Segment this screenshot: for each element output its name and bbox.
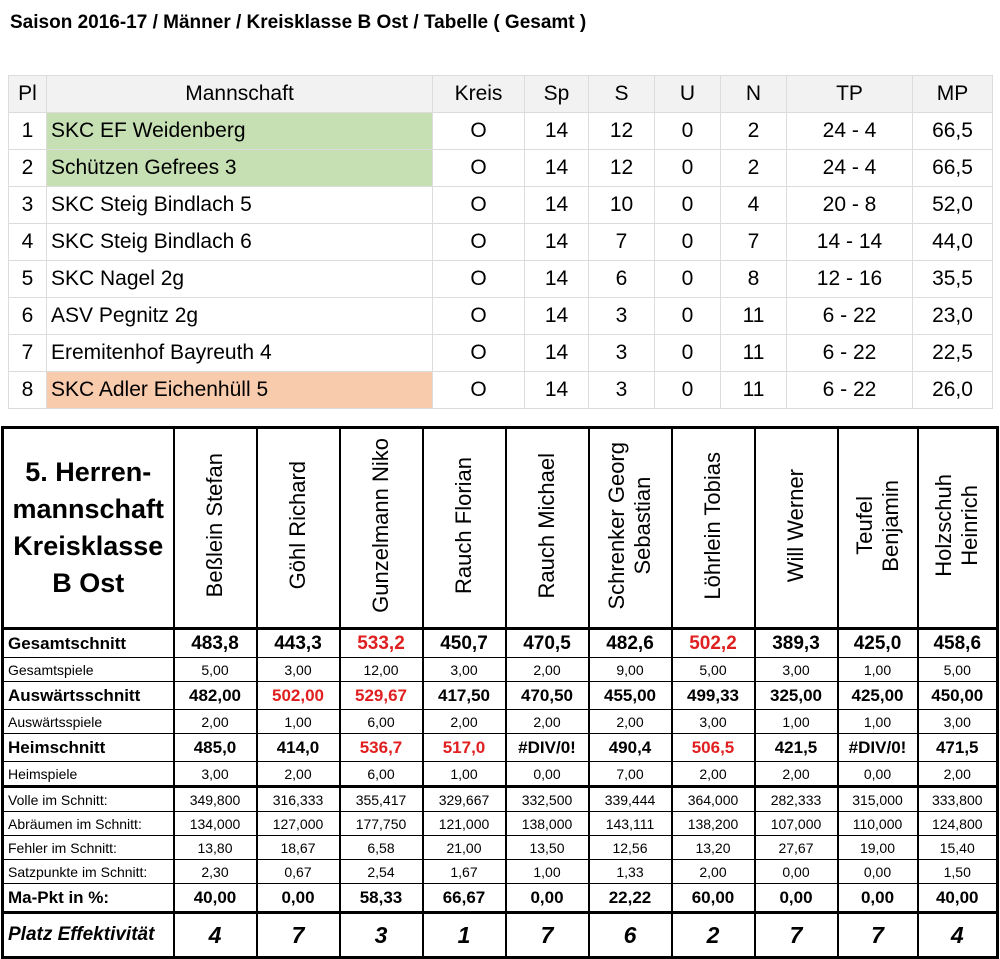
league-cell-kreis: O (433, 261, 525, 298)
league-cell-kreis: O (433, 335, 525, 372)
stats-value: 2 (672, 913, 755, 958)
stats-value: 127,000 (257, 812, 340, 836)
player-stats-table (1, 426, 999, 959)
league-cell-tp: 6 - 22 (787, 335, 913, 372)
stats-value: 7 (755, 913, 838, 958)
stats-value: 470,5 (506, 629, 589, 658)
league-cell-tp: 24 - 4 (787, 150, 913, 187)
league-cell-sp: 14 (525, 113, 589, 150)
league-cell-kreis: O (433, 187, 525, 224)
league-cell-n: 2 (721, 113, 787, 150)
stats-value: 9,00 (589, 658, 672, 682)
stats-value: 1,50 (918, 860, 998, 884)
league-row (9, 372, 993, 409)
league-cell-kreis: O (433, 372, 525, 409)
league-cell-pl: 6 (9, 298, 47, 335)
league-cell-s: 7 (589, 224, 655, 261)
stats-row-label: Abräumen im Schnitt: (3, 812, 174, 836)
league-cell-s: 10 (589, 187, 655, 224)
player-name-cell (340, 428, 423, 629)
team-label-line: 5. Herren- (25, 457, 152, 487)
stats-value: 450,7 (423, 629, 506, 658)
league-cell-kreis: O (433, 298, 525, 335)
league-cell-n: 11 (721, 372, 787, 409)
stats-value: 458,6 (918, 629, 998, 658)
stats-value: 40,00 (174, 884, 257, 913)
stats-value: 58,33 (340, 884, 423, 913)
stats-value: 1,00 (257, 710, 340, 734)
league-header-cell: U (655, 76, 721, 113)
stats-value: 7,00 (589, 762, 672, 787)
league-team-name: SKC Steig Bindlach 6 (47, 224, 433, 261)
stats-value: 110,000 (838, 812, 918, 836)
stats-value: 21,00 (423, 836, 506, 860)
stats-value: 364,000 (672, 787, 755, 812)
team-label (4, 454, 173, 602)
stats-value: 2,54 (340, 860, 423, 884)
stats-value: 1,00 (755, 710, 838, 734)
stats-row-label: Fehler im Schnitt: (3, 836, 174, 860)
stats-value: 40,00 (918, 884, 998, 913)
league-cell-tp: 6 - 22 (787, 298, 913, 335)
stats-value: 13,50 (506, 836, 589, 860)
player-name-line: Löhrlein Tobias (700, 451, 725, 600)
league-cell-mp: 66,5 (913, 113, 993, 150)
stats-value: 1,33 (589, 860, 672, 884)
stats-row-label: Volle im Schnitt: (3, 787, 174, 812)
league-header-cell: TP (787, 76, 913, 113)
stats-header-row (3, 428, 998, 629)
stats-value: 0,00 (838, 762, 918, 787)
stats-value: 349,800 (174, 787, 257, 812)
league-cell-s: 12 (589, 113, 655, 150)
player-name-line: Göhl Richard (285, 461, 310, 590)
stats-value: 506,5 (672, 734, 755, 762)
stats-value: 333,800 (918, 787, 998, 812)
player-name (202, 453, 228, 597)
stats-value: 4 (174, 913, 257, 958)
stats-value: 2,00 (672, 762, 755, 787)
stats-value: 316,333 (257, 787, 340, 812)
stats-row (3, 913, 998, 958)
player-name (534, 453, 560, 599)
player-name-cell (755, 428, 838, 629)
stats-value: 143,111 (589, 812, 672, 836)
stats-value: 2,00 (589, 710, 672, 734)
league-cell-sp: 14 (525, 187, 589, 224)
stats-value: 0,00 (506, 762, 589, 787)
league-cell-pl: 5 (9, 261, 47, 298)
stats-value: 0,00 (838, 860, 918, 884)
stats-value: 18,67 (257, 836, 340, 860)
stats-row (3, 787, 998, 812)
league-row (9, 298, 993, 335)
stats-value: 443,3 (257, 629, 340, 658)
league-cell-mp: 52,0 (913, 187, 993, 224)
league-cell-u: 0 (655, 298, 721, 335)
stats-value: 5,00 (918, 658, 998, 682)
league-cell-u: 0 (655, 335, 721, 372)
stats-value: 138,000 (506, 812, 589, 836)
stats-value: 470,50 (506, 682, 589, 710)
stats-row-label: Auswärtsschnitt (3, 682, 174, 710)
stats-value: 2,30 (174, 860, 257, 884)
stats-row-label: Ma-Pkt in %: (3, 884, 174, 913)
page-title: Saison 2016-17 / Männer / Kreisklasse B Ost / Tabelle ( Gesamt ) (10, 12, 587, 33)
stats-value: 483,8 (174, 629, 257, 658)
stats-value: 177,750 (340, 812, 423, 836)
stats-value: 0,00 (257, 884, 340, 913)
stats-value: 7 (838, 913, 918, 958)
player-name-line: Schrenker Georg (604, 441, 629, 610)
league-cell-mp: 66,5 (913, 150, 993, 187)
league-cell-n: 11 (721, 335, 787, 372)
league-cell-kreis: O (433, 113, 525, 150)
stats-value: 107,000 (755, 812, 838, 836)
player-name-cell (672, 428, 755, 629)
player-name (285, 461, 311, 589)
player-name-line: Rauch Michael (534, 452, 559, 599)
stats-value: 5,00 (174, 658, 257, 682)
stats-value: 6,00 (340, 710, 423, 734)
league-cell-pl: 4 (9, 224, 47, 261)
league-cell-n: 7 (721, 224, 787, 261)
league-row (9, 113, 993, 150)
player-name (604, 442, 656, 610)
team-label-line: mannschaft (12, 494, 165, 524)
league-cell-tp: 12 - 16 (787, 261, 913, 298)
league-team-name: SKC Nagel 2g (47, 261, 433, 298)
stats-value: 499,33 (672, 682, 755, 710)
league-cell-u: 0 (655, 372, 721, 409)
stats-value: 12,56 (589, 836, 672, 860)
league-row (9, 187, 993, 224)
stats-value: 485,0 (174, 734, 257, 762)
stats-value: 60,00 (672, 884, 755, 913)
player-name-cell (918, 428, 998, 629)
player-name (931, 474, 983, 577)
stats-value: 421,5 (755, 734, 838, 762)
league-header-cell: S (589, 76, 655, 113)
stats-value: 138,200 (672, 812, 755, 836)
league-cell-u: 0 (655, 150, 721, 187)
stats-value: 22,22 (589, 884, 672, 913)
stats-value: 3,00 (672, 710, 755, 734)
stats-value: 5,00 (672, 658, 755, 682)
stats-row-label: Heimspiele (3, 762, 174, 787)
player-name (783, 469, 809, 582)
stats-value: 471,5 (918, 734, 998, 762)
league-cell-kreis: O (433, 150, 525, 187)
stats-value: 1 (423, 913, 506, 958)
league-cell-pl: 2 (9, 150, 47, 187)
stats-row-label: Auswärtsspiele (3, 710, 174, 734)
league-row (9, 150, 993, 187)
stats-value: 19,00 (838, 836, 918, 860)
stats-value: 0,67 (257, 860, 340, 884)
stats-value: 6,58 (340, 836, 423, 860)
stats-value: 529,67 (340, 682, 423, 710)
player-name-line: Rauch Florian (451, 457, 476, 594)
stats-value: 3,00 (423, 658, 506, 682)
player-name (451, 457, 477, 594)
league-cell-pl: 8 (9, 372, 47, 409)
player-name-line: Benjamin (877, 479, 903, 572)
stats-value: 2,00 (755, 762, 838, 787)
stats-value: 3,00 (918, 710, 998, 734)
stats-value: 450,00 (918, 682, 998, 710)
league-cell-tp: 20 - 8 (787, 187, 913, 224)
player-name (852, 480, 904, 572)
stats-value: 66,67 (423, 884, 506, 913)
stats-value: 134,000 (174, 812, 257, 836)
league-cell-mp: 22,5 (913, 335, 993, 372)
stats-value: 121,000 (423, 812, 506, 836)
stats-value: 315,000 (838, 787, 918, 812)
stats-value: 0,00 (755, 860, 838, 884)
stats-row (3, 884, 998, 913)
stats-value: 2,00 (672, 860, 755, 884)
stats-value: 7 (506, 913, 589, 958)
player-name-cell (257, 428, 340, 629)
stats-value: 517,0 (423, 734, 506, 762)
stats-value: 7 (257, 913, 340, 958)
stats-value: 1,00 (838, 658, 918, 682)
stats-value: 329,667 (423, 787, 506, 812)
stats-value: 3,00 (174, 762, 257, 787)
stats-value: 533,2 (340, 629, 423, 658)
league-cell-pl: 3 (9, 187, 47, 224)
player-name-cell (174, 428, 257, 629)
stats-value: 2,00 (506, 658, 589, 682)
stats-value: 4 (918, 913, 998, 958)
player-name-cell (589, 428, 672, 629)
league-team-name: SKC EF Weidenberg (47, 113, 433, 150)
stats-value: #DIV/0! (506, 734, 589, 762)
league-cell-s: 3 (589, 298, 655, 335)
league-cell-sp: 14 (525, 150, 589, 187)
stats-value: 414,0 (257, 734, 340, 762)
league-cell-sp: 14 (525, 224, 589, 261)
league-cell-u: 0 (655, 113, 721, 150)
stats-value: 455,00 (589, 682, 672, 710)
league-header-cell: MP (913, 76, 993, 113)
stats-value: 6 (589, 913, 672, 958)
stats-value: 339,444 (589, 787, 672, 812)
stats-value: 124,800 (918, 812, 998, 836)
stats-value: 3,00 (755, 658, 838, 682)
stats-value: 482,6 (589, 629, 672, 658)
stats-value: 1,67 (423, 860, 506, 884)
league-cell-u: 0 (655, 261, 721, 298)
stats-value: 12,00 (340, 658, 423, 682)
league-cell-s: 3 (589, 372, 655, 409)
stats-value: 2,00 (918, 762, 998, 787)
stats-value: 425,00 (838, 682, 918, 710)
stats-row (3, 762, 998, 787)
stats-row (3, 812, 998, 836)
league-header-cell: Sp (525, 76, 589, 113)
stats-value: 2,00 (174, 710, 257, 734)
team-label-line: Kreisklasse (13, 531, 164, 561)
league-team-name: ASV Pegnitz 2g (47, 298, 433, 335)
league-cell-u: 0 (655, 224, 721, 261)
league-cell-kreis: O (433, 224, 525, 261)
league-cell-n: 2 (721, 150, 787, 187)
league-cell-tp: 6 - 22 (787, 372, 913, 409)
league-cell-n: 11 (721, 298, 787, 335)
stats-value: 417,50 (423, 682, 506, 710)
stats-value: 0,00 (755, 884, 838, 913)
stats-value: 389,3 (755, 629, 838, 658)
league-cell-mp: 23,0 (913, 298, 993, 335)
league-cell-mp: 44,0 (913, 224, 993, 261)
stats-value: 2,00 (423, 710, 506, 734)
league-header-cell: N (721, 76, 787, 113)
league-team-name: Schützen Gefrees 3 (47, 150, 433, 187)
stats-value: 536,7 (340, 734, 423, 762)
league-cell-n: 8 (721, 261, 787, 298)
stats-value: 1,00 (506, 860, 589, 884)
stats-value: 3 (340, 913, 423, 958)
league-cell-n: 4 (721, 187, 787, 224)
stats-value: #DIV/0! (838, 734, 918, 762)
league-cell-mp: 26,0 (913, 372, 993, 409)
stats-row (3, 629, 998, 658)
league-header-cell: Kreis (433, 76, 525, 113)
league-cell-sp: 14 (525, 261, 589, 298)
league-cell-mp: 35,5 (913, 261, 993, 298)
stats-value: 13,20 (672, 836, 755, 860)
player-name-cell (506, 428, 589, 629)
stats-value: 332,500 (506, 787, 589, 812)
player-name-line: Holzschuh (931, 474, 957, 577)
stats-value: 490,4 (589, 734, 672, 762)
stats-value: 2,00 (506, 710, 589, 734)
stats-value: 1,00 (423, 762, 506, 787)
league-header-cell: Mannschaft (47, 76, 433, 113)
league-cell-sp: 14 (525, 335, 589, 372)
player-name (700, 452, 726, 600)
player-name-line: Sebastian (630, 476, 655, 575)
stats-value: 325,00 (755, 682, 838, 710)
player-name-cell (423, 428, 506, 629)
stats-value: 355,417 (340, 787, 423, 812)
league-table (8, 75, 993, 409)
stats-row (3, 682, 998, 710)
stats-value: 0,00 (506, 884, 589, 913)
league-header-cell: Pl (9, 76, 47, 113)
league-team-name: SKC Adler Eichenhüll 5 (47, 372, 433, 409)
stats-value: 27,67 (755, 836, 838, 860)
stats-row-label: Gesamtschnitt (3, 629, 174, 658)
stats-row (3, 734, 998, 762)
league-cell-u: 0 (655, 187, 721, 224)
stats-row-label: Heimschnitt (3, 734, 174, 762)
league-cell-pl: 7 (9, 335, 47, 372)
league-cell-s: 12 (589, 150, 655, 187)
stats-row (3, 860, 998, 884)
stats-value: 482,00 (174, 682, 257, 710)
stats-value: 502,00 (257, 682, 340, 710)
player-name-line: Teufel (851, 496, 877, 555)
stats-row-label: Satzpunkte im Schnitt: (3, 860, 174, 884)
player-name-line: Heinrich (957, 485, 983, 566)
league-row (9, 261, 993, 298)
stats-value: 502,2 (672, 629, 755, 658)
stats-row-label: Gesamtspiele (3, 658, 174, 682)
stats-row (3, 658, 998, 682)
stats-value: 15,40 (918, 836, 998, 860)
league-cell-sp: 14 (525, 372, 589, 409)
league-cell-s: 6 (589, 261, 655, 298)
league-header-row (9, 76, 993, 113)
league-cell-tp: 24 - 4 (787, 113, 913, 150)
stats-row (3, 710, 998, 734)
stats-value: 0,00 (838, 884, 918, 913)
player-name-line: Will Werner (783, 468, 808, 583)
league-row (9, 224, 993, 261)
stats-row-label: Platz Effektivität (3, 913, 174, 958)
league-cell-pl: 1 (9, 113, 47, 150)
stats-row (3, 836, 998, 860)
player-name-line: Beßlein Stefan (202, 453, 227, 598)
stats-value: 3,00 (257, 658, 340, 682)
player-name (368, 438, 394, 613)
player-name-line: Gunzelmann Niko (368, 438, 393, 613)
stats-value: 6,00 (340, 762, 423, 787)
stats-value: 13,80 (174, 836, 257, 860)
league-row (9, 335, 993, 372)
team-label-cell (3, 428, 174, 629)
stats-value: 2,00 (257, 762, 340, 787)
stats-value: 282,333 (755, 787, 838, 812)
stats-value: 1,00 (838, 710, 918, 734)
league-team-name: SKC Steig Bindlach 5 (47, 187, 433, 224)
league-cell-sp: 14 (525, 298, 589, 335)
league-cell-tp: 14 - 14 (787, 224, 913, 261)
stats-value: 425,0 (838, 629, 918, 658)
team-label-line: B Ost (52, 568, 125, 598)
league-team-name: Eremitenhof Bayreuth 4 (47, 335, 433, 372)
player-name-cell (838, 428, 918, 629)
league-cell-s: 3 (589, 335, 655, 372)
